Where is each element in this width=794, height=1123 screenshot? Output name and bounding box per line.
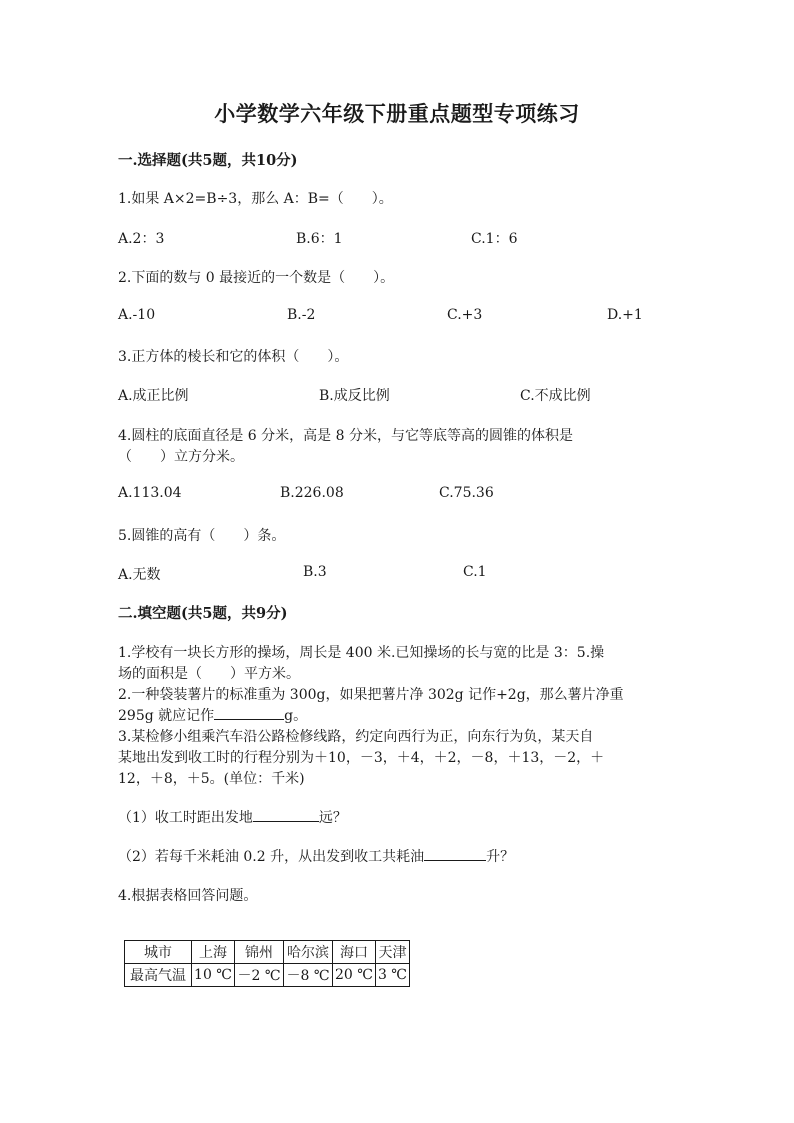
option-2b: B.-2 bbox=[287, 307, 316, 323]
option-1c: C.1：6 bbox=[471, 231, 518, 247]
option-2c: C.+3 bbox=[447, 307, 483, 323]
option-1a: A.2：3 bbox=[118, 231, 165, 247]
option-5a: A.无数 bbox=[118, 567, 161, 583]
sub-1-prefix: （1）收工时距出发地 bbox=[118, 810, 253, 826]
option-5c: C.1 bbox=[463, 564, 487, 580]
question-4-line-1: 4.圆柱的底面直径是 6 分米，高是 8 分米，与它等底等高的圆锥的体积是 bbox=[118, 428, 573, 444]
answer-blank[interactable] bbox=[214, 705, 284, 720]
option-3c: C.不成比例 bbox=[520, 388, 591, 404]
table-header-row bbox=[125, 941, 410, 964]
option-3a: A.成正比例 bbox=[118, 388, 189, 404]
fill-q3-line-3: 12，＋8，＋5。(单位：千米) bbox=[118, 771, 305, 787]
question-4-line-2: （ ）立方分米。 bbox=[118, 449, 244, 465]
table-header-cell: 海口 bbox=[333, 941, 376, 964]
option-4a: A.113.04 bbox=[118, 485, 182, 501]
answer-blank[interactable] bbox=[424, 846, 486, 861]
sub-1-suffix: 远？ bbox=[318, 810, 347, 826]
option-1b: B.6：1 bbox=[296, 231, 343, 247]
table-cell: 3 ℃ bbox=[375, 964, 409, 987]
table-cell: －2 ℃ bbox=[235, 964, 284, 987]
fill-q2-line-2 bbox=[118, 705, 678, 725]
fill-q3-line-1: 3.某检修小组乘汽车沿公路检修线路，约定向西行为正，向东行为负，某天自 bbox=[118, 729, 594, 745]
fill-q2-line-1: 2.一种袋装薯片的标准重为 300g，如果把薯片净 302g 记作+2g，那么薯片净重 bbox=[118, 687, 624, 703]
table-header-cell: 哈尔滨 bbox=[284, 941, 333, 964]
fill-q2-suffix: g。 bbox=[284, 708, 308, 724]
table-cell: 10 ℃ bbox=[192, 964, 235, 987]
fill-q3-sub-1 bbox=[118, 807, 678, 827]
section-heading-choice: 一.选择题(共5题，共10分) bbox=[118, 152, 298, 169]
temperature-table bbox=[124, 940, 410, 987]
sub-2-prefix: （2）若每千米耗油 0.2 升，从出发到收工共耗油 bbox=[118, 849, 425, 865]
page-title: 小学数学六年级下册重点题型专项练习 bbox=[214, 101, 580, 126]
table-header-cell: 锦州 bbox=[235, 941, 284, 964]
sub-2-suffix: 升？ bbox=[486, 849, 515, 865]
table-cell: －8 ℃ bbox=[284, 964, 333, 987]
fill-q1-line-1: 1.学校有一块长方形的操场，周长是 400 米.已知操场的长与宽的比是 3：5.操 bbox=[118, 645, 605, 661]
question-2: 2.下面的数与 0 最接近的一个数是（ ）。 bbox=[118, 270, 395, 286]
option-5b: B.3 bbox=[303, 564, 327, 580]
option-4b: B.226.08 bbox=[280, 485, 344, 501]
fill-q3-sub-2 bbox=[118, 846, 678, 866]
table-header-cell: 城市 bbox=[125, 941, 192, 964]
question-1: 1.如果 A×2=B÷3，那么 A：B=（ ）。 bbox=[118, 191, 393, 207]
option-2a: A.-10 bbox=[118, 307, 156, 323]
fill-q1-line-2: 场的面积是（ ）平方米。 bbox=[118, 666, 300, 682]
fill-q2-prefix: 295g 就应记作 bbox=[118, 708, 215, 724]
fill-q3-line-2: 某地出发到收工时的行程分别为＋10，－3，＋4，＋2，－8，＋13，－2，＋ bbox=[118, 750, 605, 766]
option-3b: B.成反比例 bbox=[319, 388, 390, 404]
table-cell: 20 ℃ bbox=[333, 964, 376, 987]
question-3: 3.正方体的棱长和它的体积（ ）。 bbox=[118, 349, 349, 365]
option-4c: C.75.36 bbox=[439, 485, 494, 501]
option-2d: D.+1 bbox=[607, 307, 643, 323]
section-heading-fill: 二.填空题(共5题，共9分) bbox=[118, 605, 288, 622]
table-header-cell: 天津 bbox=[375, 941, 409, 964]
table-cell: 最高气温 bbox=[125, 964, 192, 987]
fill-q4: 4.根据表格回答问题。 bbox=[118, 888, 258, 904]
answer-blank[interactable] bbox=[253, 807, 319, 822]
table-row bbox=[125, 964, 410, 987]
question-5: 5.圆锥的高有（ ）条。 bbox=[118, 528, 286, 544]
table-header-cell: 上海 bbox=[192, 941, 235, 964]
